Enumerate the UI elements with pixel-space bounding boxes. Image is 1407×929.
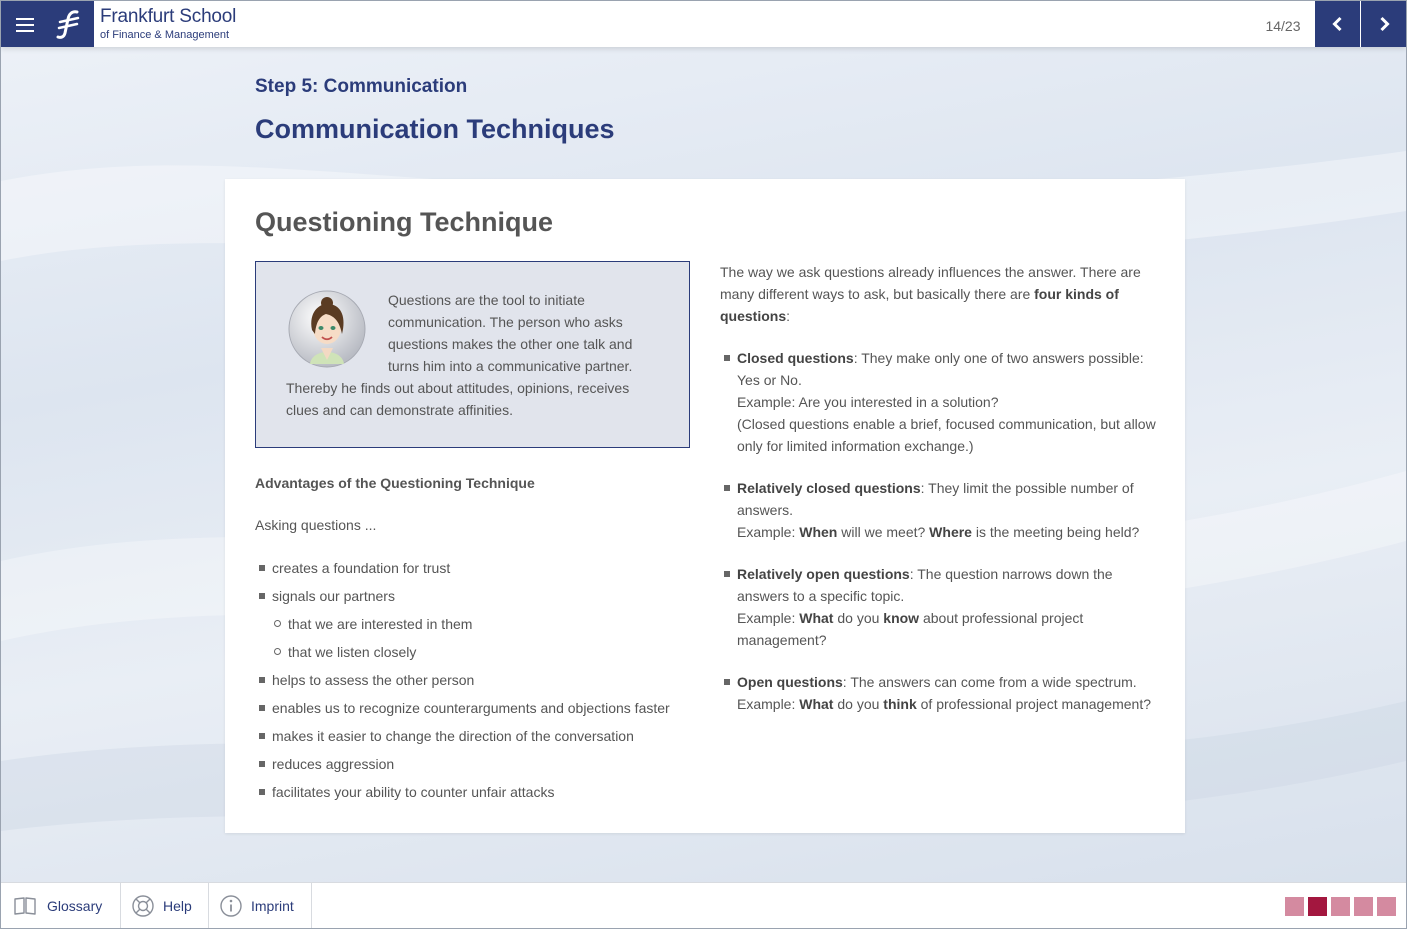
help-label: Help — [163, 898, 192, 914]
example-bold: know — [883, 610, 920, 626]
question-type-name: Closed questions — [737, 350, 854, 366]
question-type-relatively-open — [720, 563, 1160, 651]
list-item: facilitates your ability to counter unfair attacks — [255, 781, 670, 809]
avatar-spacer — [286, 289, 388, 377]
help-button[interactable] — [121, 883, 209, 929]
glossary-label: Glossary — [47, 898, 103, 914]
example-bold: What — [799, 610, 834, 626]
question-types-list — [720, 347, 1160, 715]
question-type-desc: : The answers can come from a wide spectrum. — [842, 674, 1137, 690]
example-label: Example: — [737, 524, 800, 540]
menu-button[interactable] — [1, 1, 48, 47]
list-item: signals our partners — [255, 585, 670, 613]
hamburger-line — [16, 30, 34, 32]
info-box — [255, 261, 690, 448]
question-type-name: Relatively open questions — [737, 566, 910, 582]
example-bold: What — [799, 696, 834, 712]
question-type-closed — [720, 347, 1160, 457]
question-type-desc: : They limit the possible number of answers. — [737, 480, 1134, 518]
list-item: makes it easier to change the direction of the conversation — [255, 725, 670, 753]
progress-segment — [1377, 897, 1396, 916]
example-text: is the meeting being held? — [971, 524, 1140, 540]
question-types-column — [720, 261, 1160, 735]
info-icon — [219, 894, 243, 918]
question-types-intro — [720, 261, 1160, 327]
list-item: creates a foundation for trust — [255, 557, 670, 585]
brand-subtitle: of Finance & Management — [100, 29, 230, 41]
chevron-right-icon — [1375, 15, 1393, 33]
chevron-left-icon — [1329, 15, 1347, 33]
question-type-desc: : They make only one of two answers possible: Yes or No. — [737, 350, 1144, 388]
example-label: Example: — [737, 610, 800, 626]
question-type-name: Open questions — [737, 674, 843, 690]
example-text: about professional project management? — [737, 610, 1084, 648]
list-item: helps to assess the other person — [255, 669, 670, 697]
question-type-relatively-closed — [720, 477, 1160, 543]
progress-segment — [1354, 897, 1373, 916]
list-item: reduces aggression — [255, 753, 670, 781]
hamburger-menu-icon — [16, 18, 34, 20]
example-bold: think — [883, 696, 917, 712]
imprint-label: Imprint — [251, 898, 294, 914]
example-text: Are you interested in a solution? — [798, 394, 999, 410]
next-page-button[interactable] — [1361, 1, 1406, 47]
previous-page-button[interactable] — [1315, 1, 1360, 47]
logo-mark — [48, 1, 94, 47]
example-text: do you — [833, 610, 884, 626]
top-bar — [1, 1, 1406, 47]
content-card — [225, 179, 1185, 833]
progress-segment-active — [1308, 897, 1327, 916]
glossary-button[interactable] — [1, 883, 121, 929]
example-label: Example: — [737, 394, 799, 410]
question-type-desc: : The question narrows down the answers to a specific topic. — [737, 566, 1113, 604]
question-type-name: Relatively closed questions — [737, 480, 921, 496]
sub-list-item: that we are interested in them — [255, 613, 670, 641]
progress-segment — [1331, 897, 1350, 916]
example-label: Example: — [737, 696, 800, 712]
imprint-button[interactable] — [209, 883, 312, 929]
advantages-intro: Asking questions ... — [255, 517, 377, 533]
advantages-title: Advantages of the Questioning Technique — [255, 475, 535, 491]
example-text: of professional project management? — [916, 696, 1151, 712]
sub-list-item: that we listen closely — [255, 641, 670, 669]
intro-colon: : — [786, 308, 791, 324]
section-title: Questioning Technique — [255, 207, 554, 237]
book-icon — [13, 894, 37, 918]
intro-text: The way we ask questions already influences the answer. There are many different ways to ask, but basically there are — [720, 264, 1141, 302]
question-type-note: (Closed questions enable a brief, focused communication, but allow only for limited information exchange.) — [737, 416, 1156, 454]
lifebuoy-icon — [131, 894, 155, 918]
advantages-list — [255, 557, 670, 809]
question-type-open — [720, 671, 1160, 715]
intro-bold: four kinds of questions — [720, 286, 1119, 324]
page-title: Communication Techniques — [255, 114, 615, 144]
list-item: enables us to recognize counterarguments and objections faster — [255, 697, 670, 725]
example-bold: Where — [929, 524, 972, 540]
example-text: do you — [833, 696, 884, 712]
bottom-bar — [1, 882, 1406, 929]
info-paragraph: Questions are the tool to initiate communication. The person who asks questions makes the other one talk and turns him into a communicative partner. Thereby he finds out about attitudes, opinions, receives clues and can demonstrate affinities. — [286, 292, 633, 418]
info-text — [286, 289, 658, 421]
step-title: Step 5: Communication — [255, 76, 468, 97]
frankfurt-school-f-logo — [48, 1, 94, 47]
example-text: will we meet? — [837, 524, 930, 540]
brand-name: Frankfurt School — [100, 6, 237, 27]
example-bold: When — [799, 524, 838, 540]
hamburger-line — [16, 24, 34, 26]
progress-segment — [1285, 897, 1304, 916]
page-counter: 14/23 — [1265, 18, 1301, 34]
